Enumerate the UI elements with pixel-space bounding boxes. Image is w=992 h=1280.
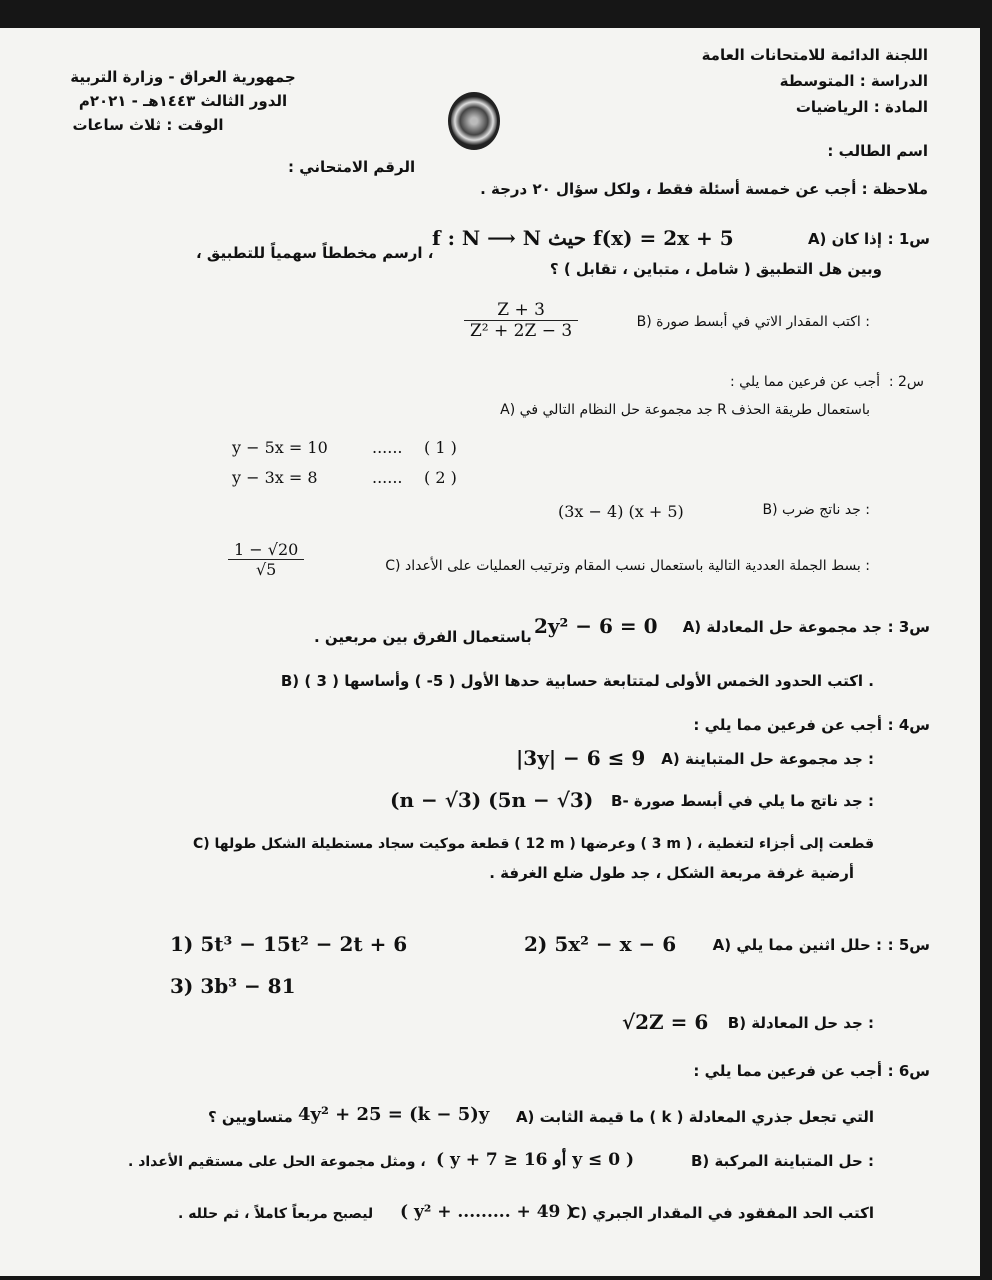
q1-a-text: A) إذا كان [807, 230, 882, 248]
instructions-note: ملاحظة : أجب عن خمسة أسئلة فقط ، ولكل سؤال ٢٠ درجة . [480, 180, 928, 198]
q3-b-text: B) اكتب الحدود الخمس الأولى لمتتابعة حسابية حدها الأول ( 5- ) وأساسها ( 3 ) . [280, 672, 874, 690]
q1-b-text: B) اكتب المقدار الاتي في أبسط صورة : [636, 314, 870, 330]
q1-label: س1 : [887, 230, 930, 248]
q6-b-text: B) حل المتباينة المركبة : [690, 1152, 874, 1170]
study-level: الدراسة : المتوسطة [779, 72, 928, 90]
q1-a-line2: وبين هل التطبيق ( شامل ، متباين ، تقابل ) ؟ [549, 260, 882, 278]
q4-intro: أجب عن فرعين مما يلي : [693, 716, 882, 734]
q2-c-text: C) بسط الجملة العددية التالية باستعمال نسب المقام وترتيب العمليات على الأعداد : [385, 558, 870, 574]
q5-item-3: 3) 3b³ − 81 [170, 974, 296, 998]
q6-c-text-cont: ليصبح مربعاً كاملاً ، ثم حلله . [178, 1206, 374, 1222]
exam-round: الدور الثالث ١٤٤٣هـ - ٢٠٢١م [78, 92, 288, 110]
q1-b-denominator: Z² + 2Z − 3 [470, 321, 573, 341]
ministry-seal-icon [448, 92, 500, 150]
q2-c-denominator: √5 [255, 560, 277, 579]
q6-c-math: ( y² + ......... + 49 ) [400, 1202, 575, 1222]
q2-a-text: A) جد مجموعة حل النظام التالي في R باستعمال طريقة الحذف [500, 402, 870, 418]
q4-label: س4 : [887, 716, 930, 734]
q5-a-text: A) حلل اثنين مما يلي : [712, 936, 882, 954]
q6-a-text: A) ما قيمة الثابت ( k ) التي تجعل جذري المعادلة [515, 1108, 874, 1126]
q2-b-text: B) جد ناتج ضرب : [762, 502, 870, 518]
q6-a-text-cont: متساويين ؟ [208, 1108, 293, 1126]
q4-b-math: (n − √3) (5n − √3) [390, 788, 594, 812]
q3-a-text-cont: باستعمال الفرق بين مربعين . [314, 628, 532, 646]
q4-c-line2: أرضية غرفة مربعة الشكل ، جد طول ضلع الغرفة . [489, 864, 854, 882]
q6-c-text: C) اكتب الحد المفقود في المقدار الجبري [569, 1204, 874, 1222]
q2-b-math: (3x − 4) (x + 5) [558, 502, 684, 521]
exam-time: الوقت : ثلاث ساعات [72, 116, 224, 134]
q5-b-text: B) جد حل المعادلة : [727, 1014, 874, 1032]
q2-eq2-number: ( 2 ) [424, 468, 457, 487]
q4-b-text: B- جد ناتج ما يلي في أبسط صورة : [611, 792, 874, 810]
q5-label: س5 : [887, 936, 930, 954]
q2-c-fraction [228, 540, 304, 579]
q5-b-math: √2Z = 6 [622, 1010, 709, 1034]
q6-a-math: 4y² + 25 = (k − 5)y [298, 1104, 490, 1125]
q2-eq2: y − 3x = 8 [232, 468, 318, 487]
q4-c-line1: C) قطعة موكيت سجاد مستطيلة الشكل طولها ( 12 m ) وعرضها ( 3 m ) ، قطعت إلى أجزاء لتغطية [192, 836, 874, 852]
q6-intro: أجب عن فرعين مما يلي : [693, 1062, 882, 1080]
q1-a-text-cont: ، ارسم مخططاً سهمياً للتطبيق ، [196, 244, 434, 262]
q2-intro: أجب عن فرعين مما يلي : [730, 374, 880, 390]
q5-item-2: 2) 5x² − x − 6 [524, 932, 677, 956]
q2-eq1-number: ( 1 ) [424, 438, 457, 457]
q3-a-math: 2y² − 6 = 0 [534, 614, 658, 638]
q3-a-text: A) جد مجموعة حل المعادلة [682, 618, 882, 636]
q4-a-text: A) جد مجموعة حل المتباينة : [661, 750, 874, 768]
q6-b-math: ( y + 7 ≥ 16 أو y ≤ 0 ) [436, 1150, 635, 1170]
q2-eq2-dots: ...... [372, 468, 403, 487]
q2-c-numerator: 1 − √20 [234, 540, 299, 559]
q2-eq1-dots: ...... [372, 438, 403, 457]
exam-number-label: الرقم الامتحاني : [288, 158, 416, 176]
q5-item-1: 1) 5t³ − 15t² − 2t + 6 [170, 932, 408, 956]
country-ministry: جمهورية العراق - وزارة التربية [70, 68, 296, 86]
q6-b-text-cont: ، ومثل مجموعة الحل على مستقيم الأعداد . [128, 1154, 426, 1170]
q2-label: س2 : [888, 374, 924, 390]
q1-a-math: f : N ⟶ N حيث f(x) = 2x + 5 [432, 226, 734, 250]
q1-b-fraction [464, 300, 578, 341]
committee-title: اللجنة الدائمة للامتحانات العامة [701, 46, 928, 64]
student-name-label: اسم الطالب : [827, 142, 928, 160]
q4-a-math: |3y| − 6 ≤ 9 [516, 746, 646, 770]
q1-b-numerator: Z + 3 [497, 300, 545, 320]
q2-eq1: y − 5x = 10 [232, 438, 328, 457]
subject: المادة : الرياضيات [795, 98, 928, 116]
q6-label: س6 : [887, 1062, 930, 1080]
exam-paper [0, 28, 980, 1276]
q3-label: س3 : [887, 618, 930, 636]
